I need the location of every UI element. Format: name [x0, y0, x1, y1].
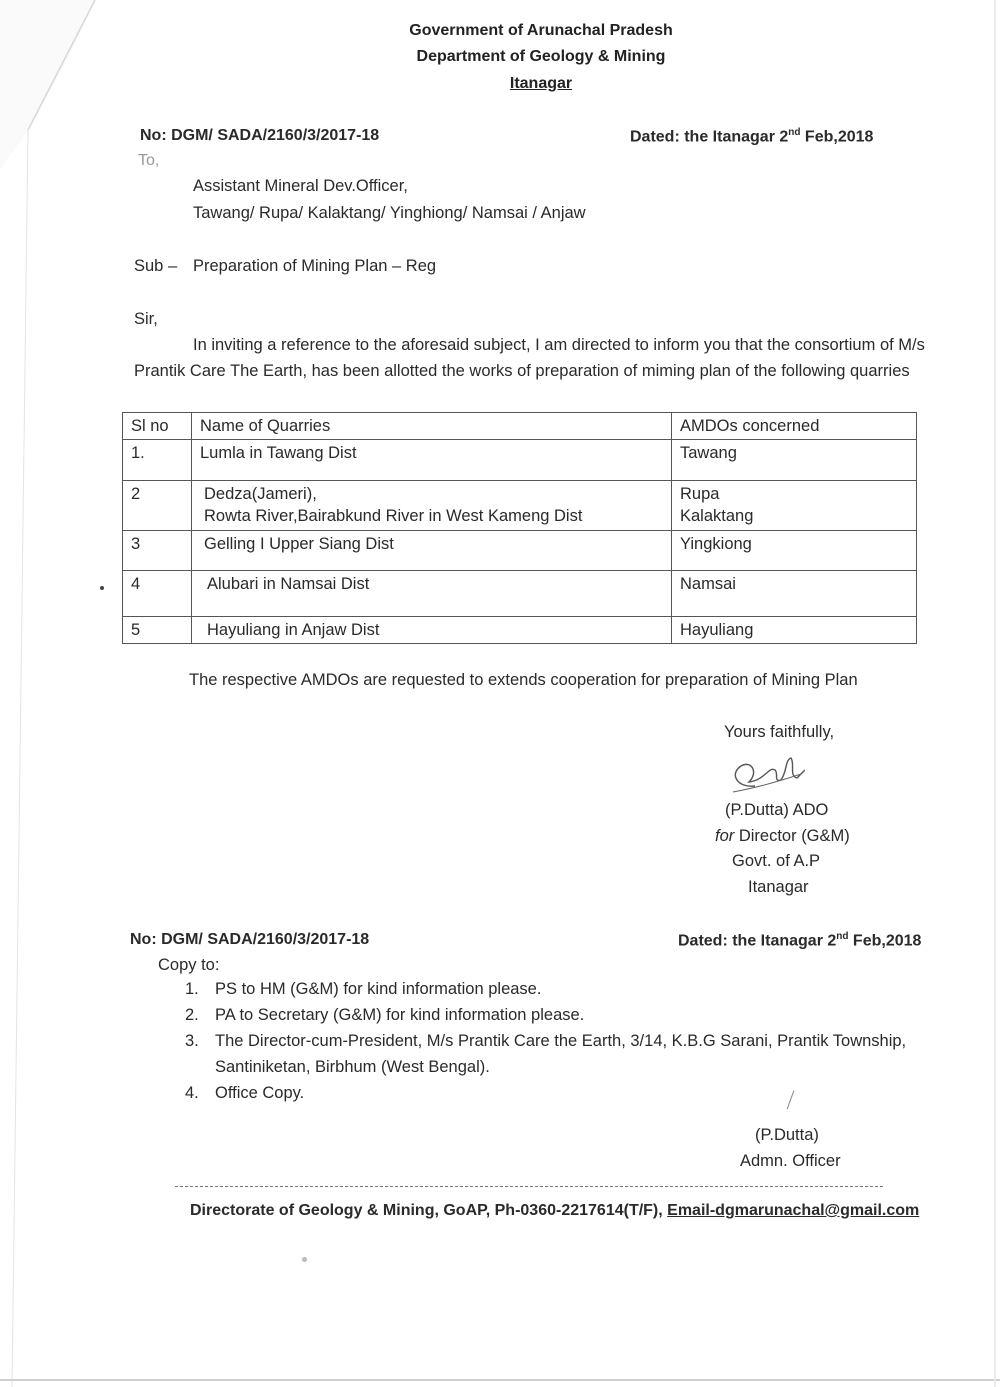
cell-sl: 4: [123, 571, 192, 617]
table-row: [123, 440, 917, 481]
signatory-govt: Govt. of A.P: [732, 852, 821, 870]
subject-label: Sub –: [134, 257, 178, 275]
quarries-table: [122, 412, 917, 644]
footer-text: Directorate of Geology & Mining, GoAP, Ph-0360-2217614(T/F), Email-dgmarunachal@gmail.com: [190, 1202, 920, 1219]
cell-sl: 2: [123, 481, 192, 531]
salutation: Sir,: [134, 310, 158, 328]
subject-text: Preparation of Mining Plan – Reg: [193, 257, 437, 275]
signature-scribble: [725, 752, 805, 800]
body-paragraph-line-2: Prantik Care The Earth, has been allotted the works of preparation of miming plan of the following quarries: [134, 362, 910, 380]
header-cell-sl-no: Sl no: [123, 413, 192, 440]
table-row: [123, 531, 917, 571]
cell-amdo: Tawang: [672, 440, 917, 481]
list-item: 1. PS to HM (G&M) for kind information please.: [185, 980, 542, 998]
copy-signatory-title: Admn. Officer: [740, 1152, 841, 1170]
scan-speck: [302, 1257, 307, 1262]
copy-signatory-name: (P.Dutta): [755, 1126, 819, 1144]
signatory-place: Itanagar: [748, 878, 809, 896]
table-row: [123, 617, 917, 644]
cell-sl: 3: [123, 531, 192, 571]
reference-number: No: DGM/ SADA/2160/3/2017-18: [140, 127, 380, 144]
request-line: The respective AMDOs are requested to extends cooperation for preparation of Mining Plan: [189, 671, 858, 689]
copy-reference-number: No: DGM/ SADA/2160/3/2017-18: [130, 931, 370, 948]
list-item: 3. The Director-cum-President, M/s Prantik Care the Earth, 3/14, K.B.G Sarani, Prantik Township, Santiniketan, Birbhum (West Bengal).: [185, 1032, 907, 1076]
cell-quarry-name: Hayuliang in Anjaw Dist: [192, 617, 672, 644]
signatory-for: for Director (G&M): [715, 827, 850, 845]
cell-sl: 1.: [123, 440, 192, 481]
closing: Yours faithfully,: [724, 723, 835, 741]
addressee-line-1: Assistant Mineral Dev.Officer,: [193, 177, 408, 195]
header-cell-name: Name of Quarries: [192, 413, 672, 440]
copy-reference-date: Dated: the Itanagar 2nd Feb,2018: [678, 931, 922, 950]
signatory-name: (P.Dutta) ADO: [725, 801, 829, 819]
cell-quarry-name: Gelling I Upper Siang Dist: [192, 531, 672, 571]
to-label: To,: [138, 152, 160, 169]
header-cell-amdo: AMDOs concerned: [672, 413, 917, 440]
addressee-line-2: Tawang/ Rupa/ Kalaktang/ Yinghiong/ Namsai / Anjaw: [193, 204, 586, 222]
table-row: [123, 481, 917, 531]
cell-quarry-name: Lumla in Tawang Dist: [192, 440, 672, 481]
cell-amdo: Rupa Kalaktang: [672, 481, 917, 531]
copy-to-list: [185, 976, 906, 1106]
header-line-3: Itanagar: [509, 75, 573, 92]
scan-speck: [100, 586, 104, 590]
list-item: 2. PA to Secretary (G&M) for kind information please.: [185, 1006, 585, 1024]
table-header-row: [123, 413, 917, 440]
cell-sl: 5: [123, 617, 192, 644]
cell-quarry-name: Dedza(Jameri), Rowta River,Bairabkund River in West Kameng Dist: [192, 481, 672, 531]
footer-email: Email-dgmarunachal@gmail.com: [667, 1202, 920, 1219]
header-line-2: Department of Geology & Mining: [416, 48, 666, 65]
cell-quarry-name: Alubari in Namsai Dist: [192, 571, 672, 617]
header-line-1: Government of Arunachal Pradesh: [409, 22, 673, 39]
list-item: 4. Office Copy.: [185, 1084, 305, 1102]
copy-to-label: Copy to:: [158, 956, 220, 974]
reference-date: Dated: the Itanagar 2nd Feb,2018: [630, 127, 874, 146]
table-row: [123, 571, 917, 617]
cell-amdo: Yingkiong: [672, 531, 917, 571]
cell-amdo: Namsai: [672, 571, 917, 617]
footer-divider: [175, 1186, 883, 1187]
cell-amdo: Hayuliang: [672, 617, 917, 644]
body-paragraph-line-1: In inviting a reference to the aforesaid subject, I am directed to inform you that the consortium of M/s: [193, 336, 925, 354]
